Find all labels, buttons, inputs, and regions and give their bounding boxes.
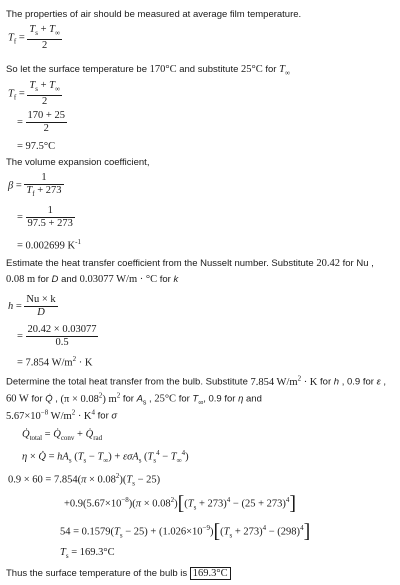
total-heat-text-line1: Determine the total heat transfer from the bulb. Substitute 7.854 $W/m^2 \cdot K$ for h , 0.9 for ε , bbox=[6, 374, 387, 388]
film-temp-substituted: = $\frac{170 + 25}{2}$ bbox=[17, 110, 65, 134]
film-temp-definition-2: $T_f$ = $\frac{T_s + T_\infty}{2}$ bbox=[8, 80, 60, 108]
energy-balance-equation: η × Q̇ = $hA_s$ $(T_s - T_\infty) + \varepsilon\sigma A_s$ $(T_s^4 - T_\infty^4)$ bbox=[22, 449, 189, 465]
surface-temp-result: $T_s = 169.3^\circ C$ bbox=[60, 547, 115, 561]
final-answer-box: 169.3°C bbox=[190, 567, 231, 580]
intro-text: The properties of air should be measured at average film temperature. bbox=[6, 9, 302, 20]
total-heat-text-line3: $5.67\times 10^{-8}$ $W/m^2 \cdot K^4$ for σ bbox=[6, 408, 118, 422]
h-substituted: = $\frac{20.42 \times 0.03077}{0.5}$ bbox=[17, 324, 97, 348]
conclusion-text: Thus the surface temperature of the bulb is 169.3°C bbox=[6, 568, 231, 580]
h-definition: h = $\frac{Nu \times k}{D}$ bbox=[8, 294, 56, 318]
beta-substituted: = $\frac{1}{97.5 + 273}$ bbox=[17, 205, 73, 229]
balance-line-2: $+0.9(5.67\times 10^{-8})(\pi \times 0.08^2)[(T_s + 273)^4 - (25 + 273)^4]$ bbox=[64, 492, 297, 515]
beta-definition: β = $\frac{1}{T_f + 273}$ bbox=[8, 172, 62, 199]
h-result: = 7.854 $W/m^2 \cdot K$ bbox=[17, 355, 93, 369]
film-temp-definition: $T_f$ = $\frac{T_s + T_\infty}{2}$ bbox=[8, 24, 60, 52]
q-total-equation: $Q̇_{total}$ = $Q̇_{conv}$ + $Q̇_{rad}$ bbox=[22, 429, 103, 443]
balance-line-3: $54 = 0.1579(T_s - 25) + (1.026\times 10^{-9})[(T_s + 273)^4 - (298)^4]$ bbox=[60, 520, 311, 543]
expansion-intro: The volume expansion coefficient, bbox=[6, 157, 150, 168]
beta-result: = 0.002699 $K^{-1}$ bbox=[17, 238, 81, 252]
film-temp-result: = 97.5°C bbox=[17, 141, 56, 152]
estimate-h-text-line1: Estimate the heat transfer coefficient from the Nusselt number. Substitute 20.42 for Nu , bbox=[6, 258, 374, 269]
estimate-h-text-line2: 0.08 m for D and 0.03077 W/m · °C for k bbox=[6, 274, 179, 285]
balance-line-1: $0.9 \times 60 = 7.854(\pi \times 0.08^2)(T_s - 25)$ bbox=[8, 472, 161, 488]
total-heat-text-line2: 60 W for Q̇ , $(\pi \times 0.08^2)$ $m^2$ for $A_s$ , 25°C for $T_\infty$, 0.9 for η and bbox=[6, 391, 262, 407]
surface-temp-assumption: So let the surface temperature be 170°C and substitute 25°C for $T_\infty$ bbox=[6, 64, 290, 78]
